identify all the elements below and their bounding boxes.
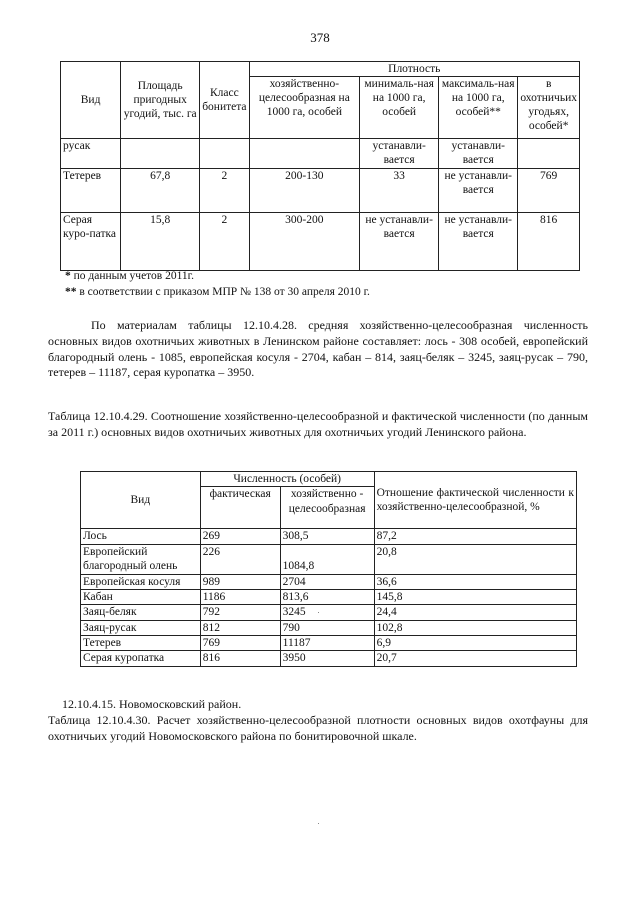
table-row: [81, 544, 577, 574]
cell-econ: 790: [280, 620, 374, 635]
cell-d3: устанавли-вается: [439, 139, 518, 169]
cell-class: 2: [200, 213, 249, 271]
cell-ratio: 102,8: [374, 620, 576, 635]
header-density-max: максималь-ная на 1000 га, особей**: [439, 77, 518, 139]
footnote: ** в соответствии с приказом МПР № 138 от 30 апреля 2010 г.: [65, 286, 370, 299]
cell-ratio: 20,8: [374, 544, 576, 574]
header-density: Плотность: [249, 62, 579, 77]
cell-d4: 816: [518, 213, 580, 271]
table-row: [61, 139, 580, 169]
cell-fact: 269: [200, 529, 280, 544]
cell-econ: 308,5: [280, 529, 374, 544]
ratio-table: [80, 471, 577, 667]
cell-area: 15,8: [121, 213, 200, 271]
cell-name: Европейский благородный олень: [81, 544, 201, 574]
scan-speck: [318, 612, 319, 613]
header-econ: хозяйственно - целесообразная: [280, 487, 374, 529]
header-fact: фактическая: [200, 487, 280, 529]
page-number: 378: [310, 30, 330, 45]
header-area: Площадь пригодных угодий, тыс. га: [121, 62, 200, 139]
cell-ratio: 24,4: [374, 605, 576, 620]
cell-name: русак: [61, 139, 121, 169]
cell-fact: 816: [200, 651, 280, 666]
header-count: Численность (особей): [200, 472, 374, 487]
table-row: [81, 651, 577, 666]
paragraph: По материалам таблицы 12.10.4.28. средняя хозяйственно-целесообразная численность основных видов охотничьих животных в Ленинском районе составляет: лось - 308 особей, европейский благородный олень - 1085, европейская косуля - 2704, кабан – 814, заяц-беляк – 3245, заяц-русак – 790, тетерев – 11187, серая куропатка – 3950.: [48, 318, 588, 380]
cell-name: Заяц-беляк: [81, 605, 201, 620]
cell-d1: 300-200: [249, 213, 360, 271]
cell-fact: 812: [200, 620, 280, 635]
cell-area: 67,8: [121, 169, 200, 213]
cell-name: Серая куропатка: [81, 651, 201, 666]
cell-econ: 3950: [280, 651, 374, 666]
cell-fact: 769: [200, 636, 280, 651]
cell-class: 2: [200, 169, 249, 213]
cell-name: Тетерев: [81, 636, 201, 651]
cell-name: Заяц-русак: [81, 620, 201, 635]
table-row: [61, 169, 580, 213]
cell-d4: [518, 139, 580, 169]
header-density-min: минималь-ная на 1000 га, особей: [360, 77, 439, 139]
cell-d1: 200-130: [249, 169, 360, 213]
cell-fact: 989: [200, 574, 280, 589]
table-caption: Таблица 12.10.4.29. Соотношение хозяйственно-целесообразной и фактической численности (по данным за 2011 г.) основных видов охотничьих животных для охотничьих угодий Ленинского района.: [48, 409, 588, 439]
table-caption: Таблица 12.10.4.30. Расчет хозяйственно-целесообразной плотности основных видов охотфауны для охотничьих угодий Новомосковского района по бонитировочной шкале.: [48, 713, 588, 743]
header-ratio: Отношение фактической численности к хозяйственно-целесообразной, %: [374, 472, 576, 529]
cell-name: Кабан: [81, 589, 201, 604]
table-row: [61, 213, 580, 271]
cell-area: [121, 139, 200, 169]
cell-fact: 1186: [200, 589, 280, 604]
cell-ratio: 20,7: [374, 651, 576, 666]
cell-d1: [249, 139, 360, 169]
cell-ratio: 145,8: [374, 589, 576, 604]
cell-econ: 813,6: [280, 589, 374, 604]
table-row: [81, 529, 577, 544]
footnote: * по данным учетов 2011г.: [65, 270, 194, 282]
table-row: [81, 574, 577, 589]
cell-fact: 226: [200, 544, 280, 574]
cell-econ: 3245: [280, 605, 374, 620]
table-row: [81, 605, 577, 620]
table-footnotes: [65, 268, 370, 300]
header-density-actual: в охотничьих угодьях, особей*: [518, 77, 580, 139]
cell-fact: 792: [200, 605, 280, 620]
cell-ratio: 87,2: [374, 529, 576, 544]
cell-name: Серая куро-патка: [61, 213, 121, 271]
cell-ratio: 36,6: [374, 574, 576, 589]
density-table: [60, 61, 580, 271]
section-title: 12.10.4.15. Новомосковский район.: [62, 697, 242, 711]
cell-d3: не устанавли-вается: [439, 169, 518, 213]
header-density-econ: хозяйственно-целесообразная на 1000 га, особей: [249, 77, 360, 139]
cell-class: [200, 139, 249, 169]
cell-ratio: 6,9: [374, 636, 576, 651]
cell-name: Европейская косуля: [81, 574, 201, 589]
cell-name: Лось: [81, 529, 201, 544]
cell-d2: не устанавли-вается: [360, 213, 439, 271]
cell-name: Тетерев: [61, 169, 121, 213]
cell-econ: 1084,8: [280, 544, 374, 574]
header-vid: Вид: [81, 472, 201, 529]
cell-d2: 33: [360, 169, 439, 213]
scan-speck: [318, 823, 319, 824]
header-vid: Вид: [61, 62, 121, 139]
cell-econ: 2704: [280, 574, 374, 589]
cell-d4: 769: [518, 169, 580, 213]
table-row: [81, 636, 577, 651]
cell-d3: не устанавли-вается: [439, 213, 518, 271]
cell-econ: 11187: [280, 636, 374, 651]
table-row: [81, 620, 577, 635]
table-row: [81, 589, 577, 604]
cell-d2: устанавли-вается: [360, 139, 439, 169]
header-class: Класс бонитета: [200, 62, 249, 139]
